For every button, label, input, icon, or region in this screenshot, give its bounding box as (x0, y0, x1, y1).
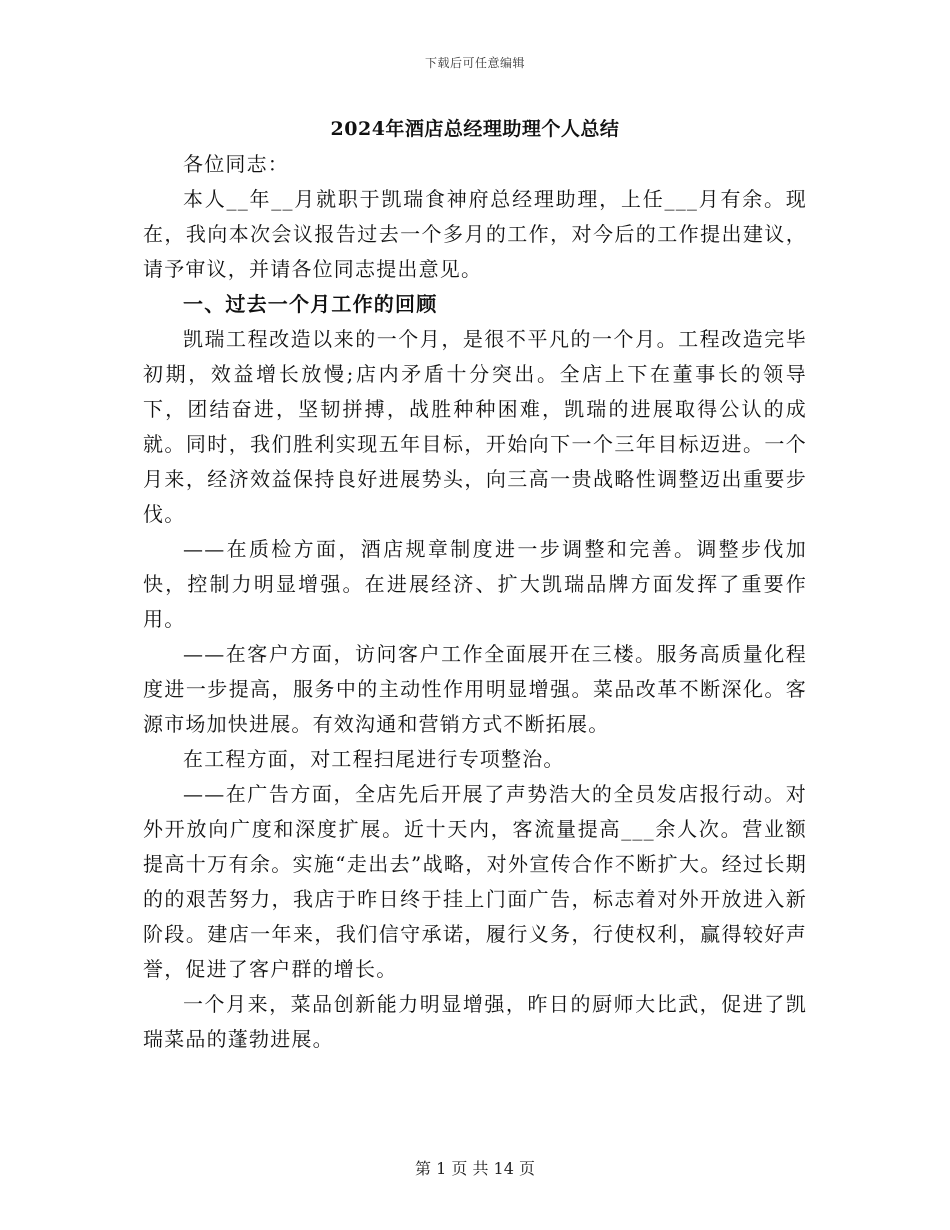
document-title: 2024年酒店总经理助理个人总结 (330, 118, 620, 140)
body-paragraph: 在工程方面，对工程扫尾进行专项整治。 (183, 747, 565, 771)
body-paragraph: 一个月来，菜品创新能力明显增强，昨日的厨师大比武，促进了凯瑞菜品的蓬勃进展。 (143, 992, 807, 1051)
intro-paragraph: 本人__年__月就职于凯瑞食神府总经理助理，上任___月有余。现在，我向本次会议报告过去一个多月的工作，对今后的工作提出建议，请予审议，并请各位同志提出意见。 (143, 187, 807, 281)
body-paragraph: ——在客户方面，访问客户工作全面展开在三楼。服务高质量化程度进一步提高，服务中的主动性作用明显增强。菜品改革不断深化。客源市场加快进展。有效沟通和营销方式不断拓展。 (143, 642, 807, 736)
body-paragraph: ——在广告方面，全店先后开展了声势浩大的全员发店报行动。对外开放向广度和深度扩展。近十天内，客流量提高___余人次。营业额提高十万有余。实施“走出去”战略，对外宣传合作不断扩大。经过长期的的艰苦努力，我店于昨日终于挂上门面广告，标志着对外开放进入新阶段。建店一年来，我们信守承诺，履行义务，行使权利，赢得较好声誉，促进了客户群的增长。 (143, 782, 807, 981)
salutation: 各位同志： (183, 152, 289, 176)
page-number: 第 1 页 共 14 页 (415, 1159, 535, 1178)
section-heading: 一、过去一个月工作的回顾 (183, 292, 438, 316)
body-paragraph: ——在质检方面，酒店规章制度进一步调整和完善。调整步伐加快，控制力明显增强。在进展经济、扩大凯瑞品牌方面发挥了重要作用。 (143, 537, 807, 631)
document-body (143, 147, 807, 1057)
header-note: 下载后可任意编辑 (424, 56, 525, 70)
body-paragraph: 凯瑞工程改造以来的一个月，是很不平凡的一个月。工程改造完毕初期，效益增长放慢;店内矛盾十分突出。全店上下在董事长的领导下，团结奋进，坚韧拼搏，战胜种种困难，凯瑞的进展取得公认的成就。同时，我们胜利实现五年目标，开始向下一个三年目标迈进。一个月来，经济效益保持良好进展势头，向三高一贵战略性调整迈出重要步伐。 (143, 327, 807, 526)
